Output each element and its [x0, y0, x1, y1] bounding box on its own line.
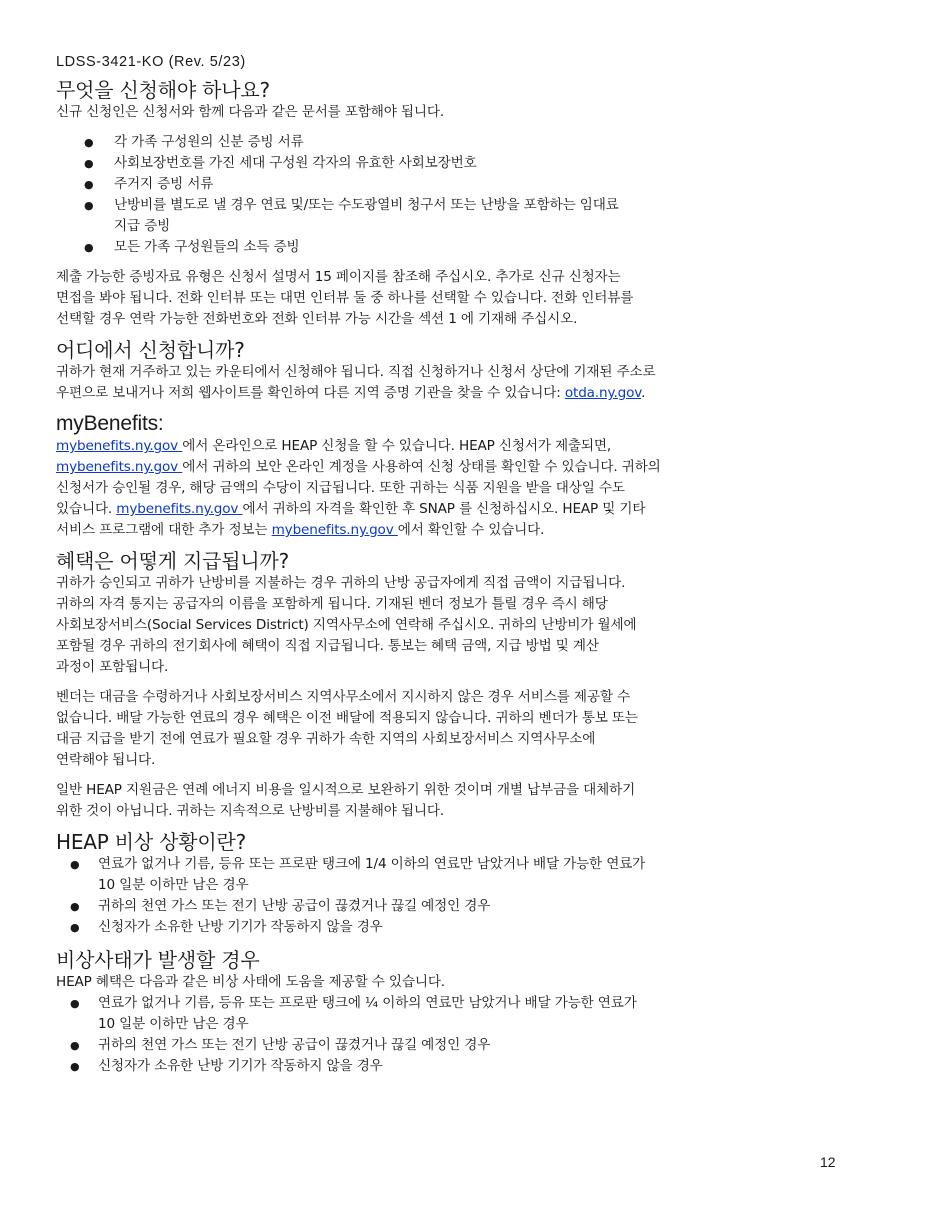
bullet-icon: ●	[84, 178, 94, 191]
list-item: ● 모든 가족 구성원들의 소득 증빙	[84, 237, 846, 258]
bullet-icon: ●	[84, 136, 94, 149]
list-item: ● 신청자가 소유한 난방 기기가 작동하지 않을 경우	[70, 917, 846, 938]
bullet-icon: ●	[70, 1039, 80, 1052]
what-intro: 신규 신청인은 신청서와 함께 다음과 같은 문서를 포함해야 됩니다.	[56, 104, 445, 120]
where-text: 귀하가 현재 거주하고 있는 카운티에서 신청해야 됩니다. 직접 신청하거나 신청서 상단에 기재된 주소로 우편으로 보내거나 저희 웹사이트를 확인하여 다른 지역 증명 기관을 찾을 수 있습니다: otda.ny.gov.	[56, 364, 656, 401]
section-heading-mybenefits: myBenefits:	[56, 412, 164, 435]
mybenefits-link[interactable]: mybenefits.ny.gov	[271, 522, 398, 538]
list-item: ● 사회보장번호를 가진 세대 구성원 각자의 유효한 사회보장번호	[84, 153, 846, 174]
bullet-icon: ●	[70, 997, 80, 1010]
bullet-icon: ●	[84, 199, 94, 212]
bullet-icon: ●	[70, 900, 80, 913]
page-number: 12	[820, 1154, 836, 1170]
bullet-icon: ●	[70, 858, 80, 871]
required-documents-list	[84, 132, 846, 258]
what-note: 제출 가능한 증빙자료 유형은 신청서 설명서 15 페이지를 참조해 주십시오. 추가로 신규 신청자는 면접을 봐야 됩니다. 전화 인터뷰 또는 대면 인터뷰 둘 중 하나를 선택할 수 있습니다. 전화 인터뷰를 선택할 경우 연락 가능한 전화번호와 전화 인터뷰 가능 시간을 섹션 1 에 기재해 주십시오.	[56, 269, 634, 327]
mybenefits-text: mybenefits.ny.gov 에서 온라인으로 HEAP 신청을 할 수 있습니다. HEAP 신청서가 제출되면, mybenefits.ny.gov 에서 귀하의 보안 온라인 계정을 사용하여 신청 상태를 확인할 수 있습니다. 귀하의 신청서가 승인될 경우, 해당 금액의 수당이 지급됩니다. 또한 귀하는 식품 지원을 받을 대상일 수도 있습니다. mybenefits.ny.gov 에서 귀하의 자격을 확인한 후 SNAP 를 신청하십시오. HEAP 및 기타 서비스 프로그램에 대한 추가 정보는 mybenefits.ny.gov 에서 확인할 수 있습니다.	[56, 438, 661, 538]
section-heading-heap-emergency: HEAP 비상 상황이란?	[56, 830, 247, 854]
mybenefits-link[interactable]: mybenefits.ny.gov	[116, 501, 243, 517]
paid-paragraph-2: 벤더는 대금을 수령하거나 사회보장서비스 지역사무소에서 지시하지 않은 경우 서비스를 제공할 수 없습니다. 배달 가능한 연료의 경우 혜택은 이전 배달에 적용되지 않습니다. 귀하의 벤더가 통보 또는 대금 지급을 받기 전에 연료가 필요할 경우 귀하가 속한 지역의 사회보장서비스 지역사무소에 연락해야 됩니다.	[56, 689, 638, 768]
otda-link[interactable]: otda.ny.gov	[564, 385, 642, 401]
bullet-icon: ●	[84, 241, 94, 254]
mybenefits-link[interactable]: mybenefits.ny.gov	[56, 438, 183, 454]
list-item: ● 주거지 증빙 서류	[84, 174, 846, 195]
bullet-icon: ●	[84, 157, 94, 170]
bullet-icon: ●	[70, 921, 80, 934]
document-page	[56, 52, 846, 1077]
section-heading-how-paid: 혜택은 어떻게 지급됩니까?	[56, 549, 290, 573]
if-emergency-list	[70, 993, 846, 1077]
list-item: ● 연료가 없거나 기름, 등유 또는 프로판 탱크에 ¼ 이하의 연료만 남았거나 배달 가능한 연료가 10 일분 이하만 남은 경우	[70, 995, 637, 1032]
mybenefits-link[interactable]: mybenefits.ny.gov	[56, 459, 183, 475]
paid-paragraph-1: 귀하가 승인되고 귀하가 난방비를 지불하는 경우 귀하의 난방 공급자에게 직접 금액이 지급됩니다. 귀하의 자격 통지는 공급자의 이름을 포함하게 됩니다. 기재된 벤더 정보가 틀릴 경우 즉시 해당 사회보장서비스(Social Services District) 지역사무소에 연락해 주십시오. 귀하의 난방비가 월세에 포함될 경우 귀하의 전기회사에 혜택이 직접 지급됩니다. 통보는 혜택 금액, 지급 방법 및 계산 과정이 포함됩니다.	[56, 575, 637, 675]
paid-paragraph-3: 일반 HEAP 지원금은 연례 에너지 비용을 일시적으로 보완하기 위한 것이며 개별 납부금을 대체하기 위한 것이 아닙니다. 귀하는 지속적으로 난방비를 지불해야 됩니다.	[56, 782, 636, 819]
list-item: ● 신청자가 소유한 난방 기기가 작동하지 않을 경우	[70, 1056, 846, 1077]
list-item: ● 귀하의 천연 가스 또는 전기 난방 공급이 끊겼거나 끊길 예정인 경우	[70, 1035, 846, 1056]
bullet-icon: ●	[70, 1060, 80, 1073]
section-heading-where-to-apply: 어디에서 신청합니까?	[56, 338, 245, 362]
section-heading-if-emergency: 비상사태가 발생할 경우	[56, 948, 260, 972]
emergency-list	[70, 854, 846, 938]
form-id: LDSS-3421-KO (Rev. 5/23)	[56, 54, 246, 70]
list-item: ● 난방비를 별도로 낼 경우 연료 및/또는 수도광열비 청구서 또는 난방을 포함하는 임대료 지급 증빙	[84, 197, 619, 234]
list-item: ● 각 가족 구성원의 신분 증빙 서류	[84, 132, 846, 153]
if-emergency-intro: HEAP 혜택은 다음과 같은 비상 사태에 도움을 제공할 수 있습니다.	[56, 974, 445, 990]
list-item: ● 귀하의 천연 가스 또는 전기 난방 공급이 끊겼거나 끊길 예정인 경우	[70, 896, 846, 917]
section-heading-what-to-submit: 무엇을 신청해야 하나요?	[56, 78, 270, 102]
list-item: ● 연료가 없거나 기름, 등유 또는 프로판 탱크에 1/4 이하의 연료만 남았거나 배달 가능한 연료가 10 일분 이하만 남은 경우	[70, 856, 646, 893]
